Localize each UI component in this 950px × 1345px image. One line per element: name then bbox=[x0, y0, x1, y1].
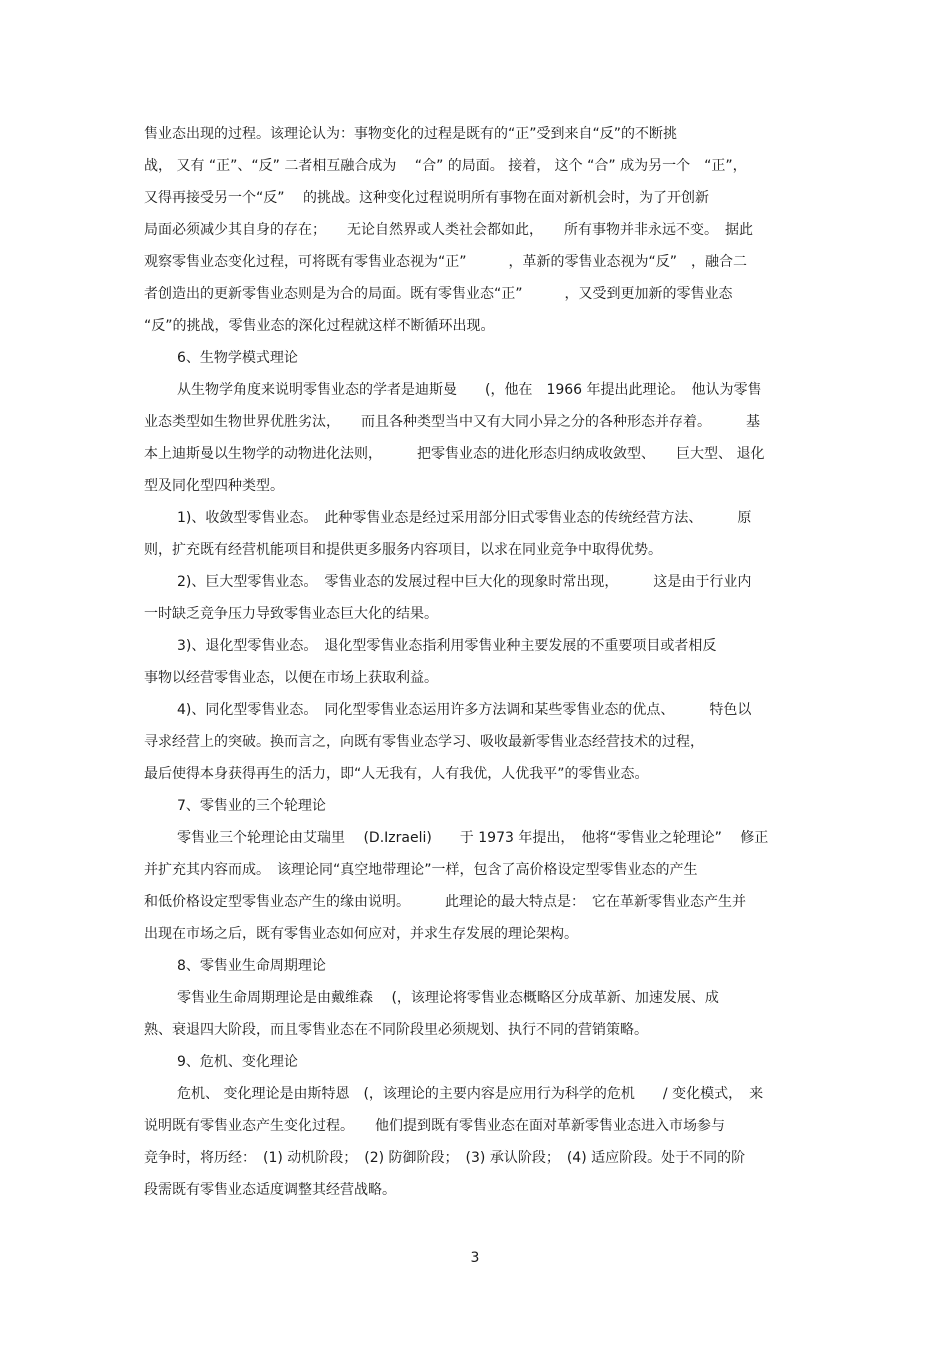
page-number: 3 bbox=[470, 1250, 480, 1266]
text-line: 4)、同化型零售业态。 同化型零售业态运用许多方法调和某些零售业态的优点、 特色以 bbox=[177, 702, 752, 718]
text-line: 零售业生命周期理论是由戴维森 (，该理论将零售业态概略区分成革新、加速发展、成 bbox=[177, 990, 719, 1006]
text-line: 观察零售业态变化过程，可将既有零售业态视为“正” ，革新的零售业态视为“反” ，融合二 bbox=[144, 254, 748, 270]
text-line: 危机、 变化理论是由斯特恩 (，该理论的主要内容是应用行为科学的危机 / 变化模式， 来 bbox=[177, 1086, 764, 1102]
section-heading: 7、零售业的三个轮理论 bbox=[177, 798, 326, 814]
text-line: 段需既有零售业态适度调整其经营战略。 bbox=[144, 1182, 396, 1198]
text-line: 从生物学角度来说明零售业态的学者是迪斯曼 (，他在 1966 年提出此理论。 他认为零售 bbox=[177, 382, 762, 398]
text-line: “反”的挑战，零售业态的深化过程就这样不断循环出现。 bbox=[144, 318, 495, 334]
text-line: 又得再接受另一个“反” 的挑战。这种变化过程说明所有事物在面对新机会时，为了开创新 bbox=[144, 190, 709, 206]
text-line: 2)、巨大型零售业态。 零售业态的发展过程中巨大化的现象时常出现， 这是由于行业内 bbox=[177, 574, 752, 590]
text-line: 寻求经营上的突破。换而言之，向既有零售业态学习、吸收最新零售业态经营技术的过程， bbox=[144, 734, 704, 750]
section-heading: 9、危机、变化理论 bbox=[177, 1054, 298, 1070]
text-line: 1)、收敛型零售业态。 此种零售业态是经过采用部分旧式零售业态的传统经营方法、 原 bbox=[177, 510, 752, 526]
text-line: 本上迪斯曼以生物学的动物进化法则， 把零售业态的进化形态归纳成收敛型、 巨大型、 退化 bbox=[144, 446, 765, 462]
text-line: 最后使得本身获得再生的活力，即“人无我有，人有我优，人优我平”的零售业态。 bbox=[144, 766, 649, 782]
text-line: 和低价格设定型零售业态产生的缘由说明。 此理论的最大特点是： 它在革新零售业态产生并 bbox=[144, 894, 746, 910]
text-line: 战， 又有 “正”、“反” 二者相互融合成为 “合” 的局面。 接着， 这个 “合” 成为另一个 “正”， bbox=[144, 158, 747, 174]
text-line: 事物以经营零售业态，以便在市场上获取利益。 bbox=[144, 670, 438, 686]
text-line: 竞争时，将历经： (1) 动机阶段； (2) 防御阶段； (3) 承认阶段； (4) 适应阶段。处于不同的阶 bbox=[144, 1150, 746, 1166]
text-line: 零售业三个轮理论由艾瑞里 (D.Izraeli) 于 1973 年提出， 他将“零售业之轮理论” 修正 bbox=[177, 830, 769, 846]
text-line: 说明既有零售业态产生变化过程。 他们提到既有零售业态在面对革新零售业态进入市场参与 bbox=[144, 1118, 725, 1134]
text-line: 业态类型如生物世界优胜劣汰， 而且各种类型当中又有大同小异之分的各种形态并存着。 基 bbox=[144, 414, 760, 430]
section-heading: 8、零售业生命周期理论 bbox=[177, 958, 326, 974]
text-line: 出现在市场之后，既有零售业态如何应对，并求生存发展的理论架构。 bbox=[144, 926, 578, 942]
text-line: 3)、退化型零售业态。 退化型零售业态指利用零售业种主要发展的不重要项目或者相反 bbox=[177, 638, 717, 654]
text-line: 售业态出现的过程。该理论认为：事物变化的过程是既有的“正”受到来自“反”的不断挑 bbox=[144, 126, 678, 142]
text-line: 并扩充其内容而成。 该理论同“真空地带理论”一样，包含了高价格设定型零售业态的产生 bbox=[144, 862, 698, 878]
section-heading: 6、生物学模式理论 bbox=[177, 350, 298, 366]
text-line: 一时缺乏竞争压力导致零售业态巨大化的结果。 bbox=[144, 606, 438, 622]
text-line: 局面必须减少其自身的存在； 无论自然界或人类社会都如此， 所有事物并非永远不变。 据此 bbox=[144, 222, 753, 238]
text-line: 熟、衰退四大阶段，而且零售业态在不同阶段里必须规划、执行不同的营销策略。 bbox=[144, 1022, 648, 1038]
text-line: 者创造出的更新零售业态则是为合的局面。既有零售业态“正” ，又受到更加新的零售业态 bbox=[144, 286, 733, 302]
text-line: 则，扩充既有经营机能项目和提供更多服务内容项目，以求在同业竞争中取得优势。 bbox=[144, 542, 662, 558]
text-line: 型及同化型四种类型。 bbox=[144, 478, 284, 494]
